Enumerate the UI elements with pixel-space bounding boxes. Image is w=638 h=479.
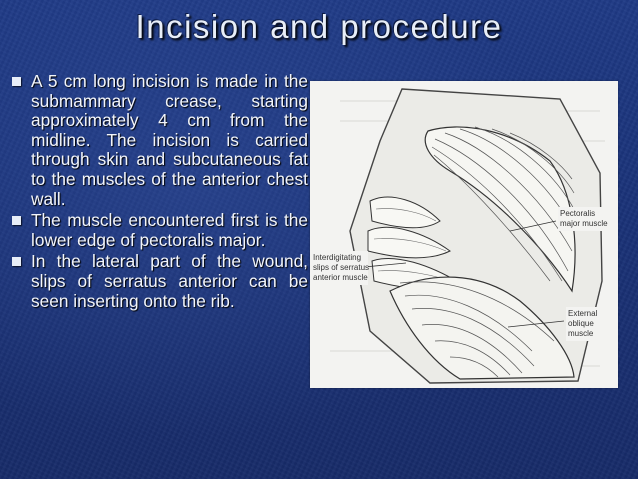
bullet-item [12, 211, 308, 250]
anatomy-illustration [310, 81, 618, 388]
oblique-label-line3: muscle [568, 329, 594, 338]
square-bullet-icon [12, 216, 21, 225]
slide-title: Incision and procedure [135, 8, 503, 45]
square-bullet-icon [12, 77, 21, 86]
serratus-label-line3: anterior muscle [313, 273, 368, 282]
bullet-item [12, 252, 308, 311]
square-bullet-icon [12, 257, 21, 266]
bullet-item [12, 72, 308, 209]
bullet-list [12, 72, 308, 313]
serratus-label-line1: Interdigitating [313, 253, 362, 262]
oblique-label-line2: oblique [568, 319, 594, 328]
serratus-label-line2: slips of serratus [313, 263, 370, 272]
anatomy-drawing [310, 81, 618, 388]
pectoralis-label-line1: Pectoralis [560, 209, 596, 218]
pectoralis-label-line2: major muscle [560, 219, 608, 228]
bullet-text: In the lateral part of the wound, slips of serratus anterior can be seen inserting onto the rib. [31, 251, 308, 311]
bullet-text: The muscle encountered first is the lower edge of pectoralis major. [31, 210, 308, 250]
oblique-label-line1: External [568, 309, 598, 318]
bullet-text: A 5 cm long incision is made in the submammary crease, starting approximately 4 cm from the midline. The incision is carried through skin and subcutaneous fat to the muscles of the anterior chest wall. [31, 71, 308, 209]
